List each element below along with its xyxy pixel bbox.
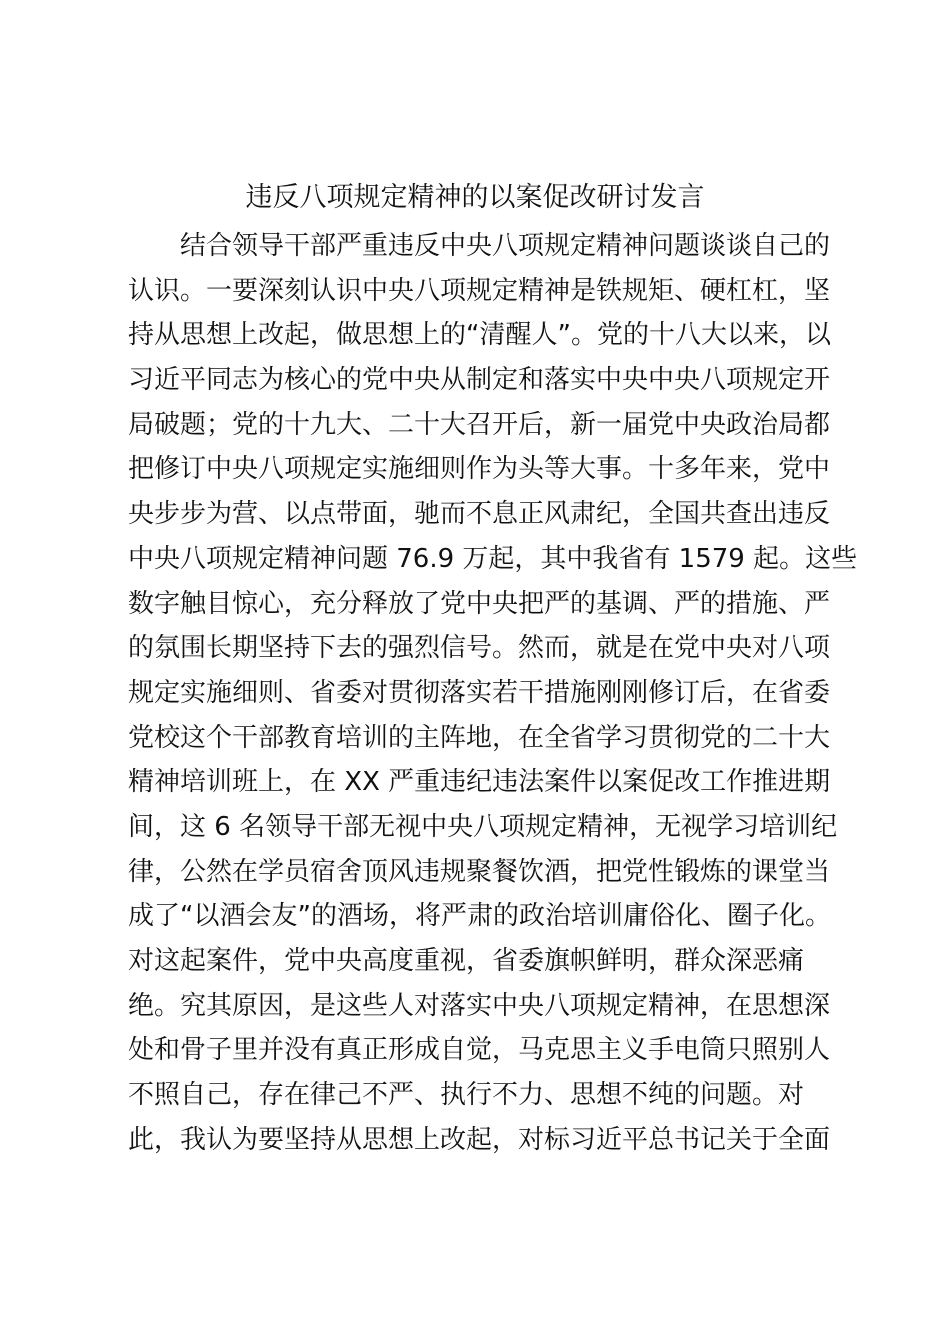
paragraph-line: 规定实施细则、省委对贯彻落实若干措施刚刚修订后，在省委	[128, 677, 831, 708]
paragraph-line: 精神培训班上，在 XX 严重违纪违法案件以案促改工作推进期	[128, 767, 831, 798]
paragraph-line: 不照自己，存在律己不严、执行不力、思想不纯的问题。对	[128, 1080, 805, 1111]
paragraph-line: 央步步为营、以点带面，驰而不息正风肃纪，全国共查出违反	[128, 499, 831, 530]
paragraph-line: 习近平同志为核心的党中央从制定和落实中央中央八项规定开	[128, 365, 831, 396]
paragraph-line: 此，我认为要坚持从思想上改起，对标习近平总书记关于全面	[128, 1124, 831, 1155]
document-title: 违反八项规定精神的以案促改研讨发言	[245, 182, 705, 213]
paragraph-line: 绝。究其原因，是这些人对落实中央八项规定精神，在思想深	[128, 990, 831, 1021]
paragraph-line: 对这起案件，党中央高度重视，省委旗帜鲜明，群众深恶痛	[128, 946, 805, 976]
document-body	[128, 224, 858, 1162]
paragraph-line: 中央八项规定精神问题 76.9 万起，其中我省有 1579 起。这些	[128, 543, 858, 574]
paragraph-line: 处和骨子里并没有真正形成自觉，马克思主义手电筒只照别人	[128, 1035, 831, 1066]
paragraph-line: 间，这 6 名领导干部无视中央八项规定精神，无视学习培训纪	[128, 811, 838, 842]
paragraph-line: 的氛围长期坚持下去的强烈信号。然而，就是在党中央对八项	[128, 633, 831, 664]
paragraph-line: 数字触目惊心，充分释放了党中央把严的基调、严的措施、严	[128, 588, 831, 619]
paragraph-line: 成了“以酒会友”的酒场，将严肃的政治培训庸俗化、圈子化。	[128, 901, 831, 932]
paragraph-line: 党校这个干部教育培训的主阵地，在全省学习贯彻党的二十大	[128, 722, 831, 753]
paragraph-line: 局破题；党的十九大、二十大召开后，新一届党中央政治局都	[128, 409, 831, 440]
paragraph-line: 认识。一要深刻认识中央八项规定精神是铁规矩、硬杠杠，坚	[128, 275, 831, 306]
paragraph-line: 律，公然在学员宿舍顶风违规聚餐饮酒，把党性锻炼的课堂当	[128, 856, 831, 887]
paragraph-line: 结合领导干部严重违反中央八项规定精神问题谈谈自己的	[180, 231, 831, 261]
paragraph-line: 把修订中央八项规定实施细则作为头等大事。十多年来，党中	[128, 454, 831, 485]
paragraph-line: 持从思想上改起，做思想上的“清醒人”。党的十八大以来，以	[128, 320, 831, 351]
